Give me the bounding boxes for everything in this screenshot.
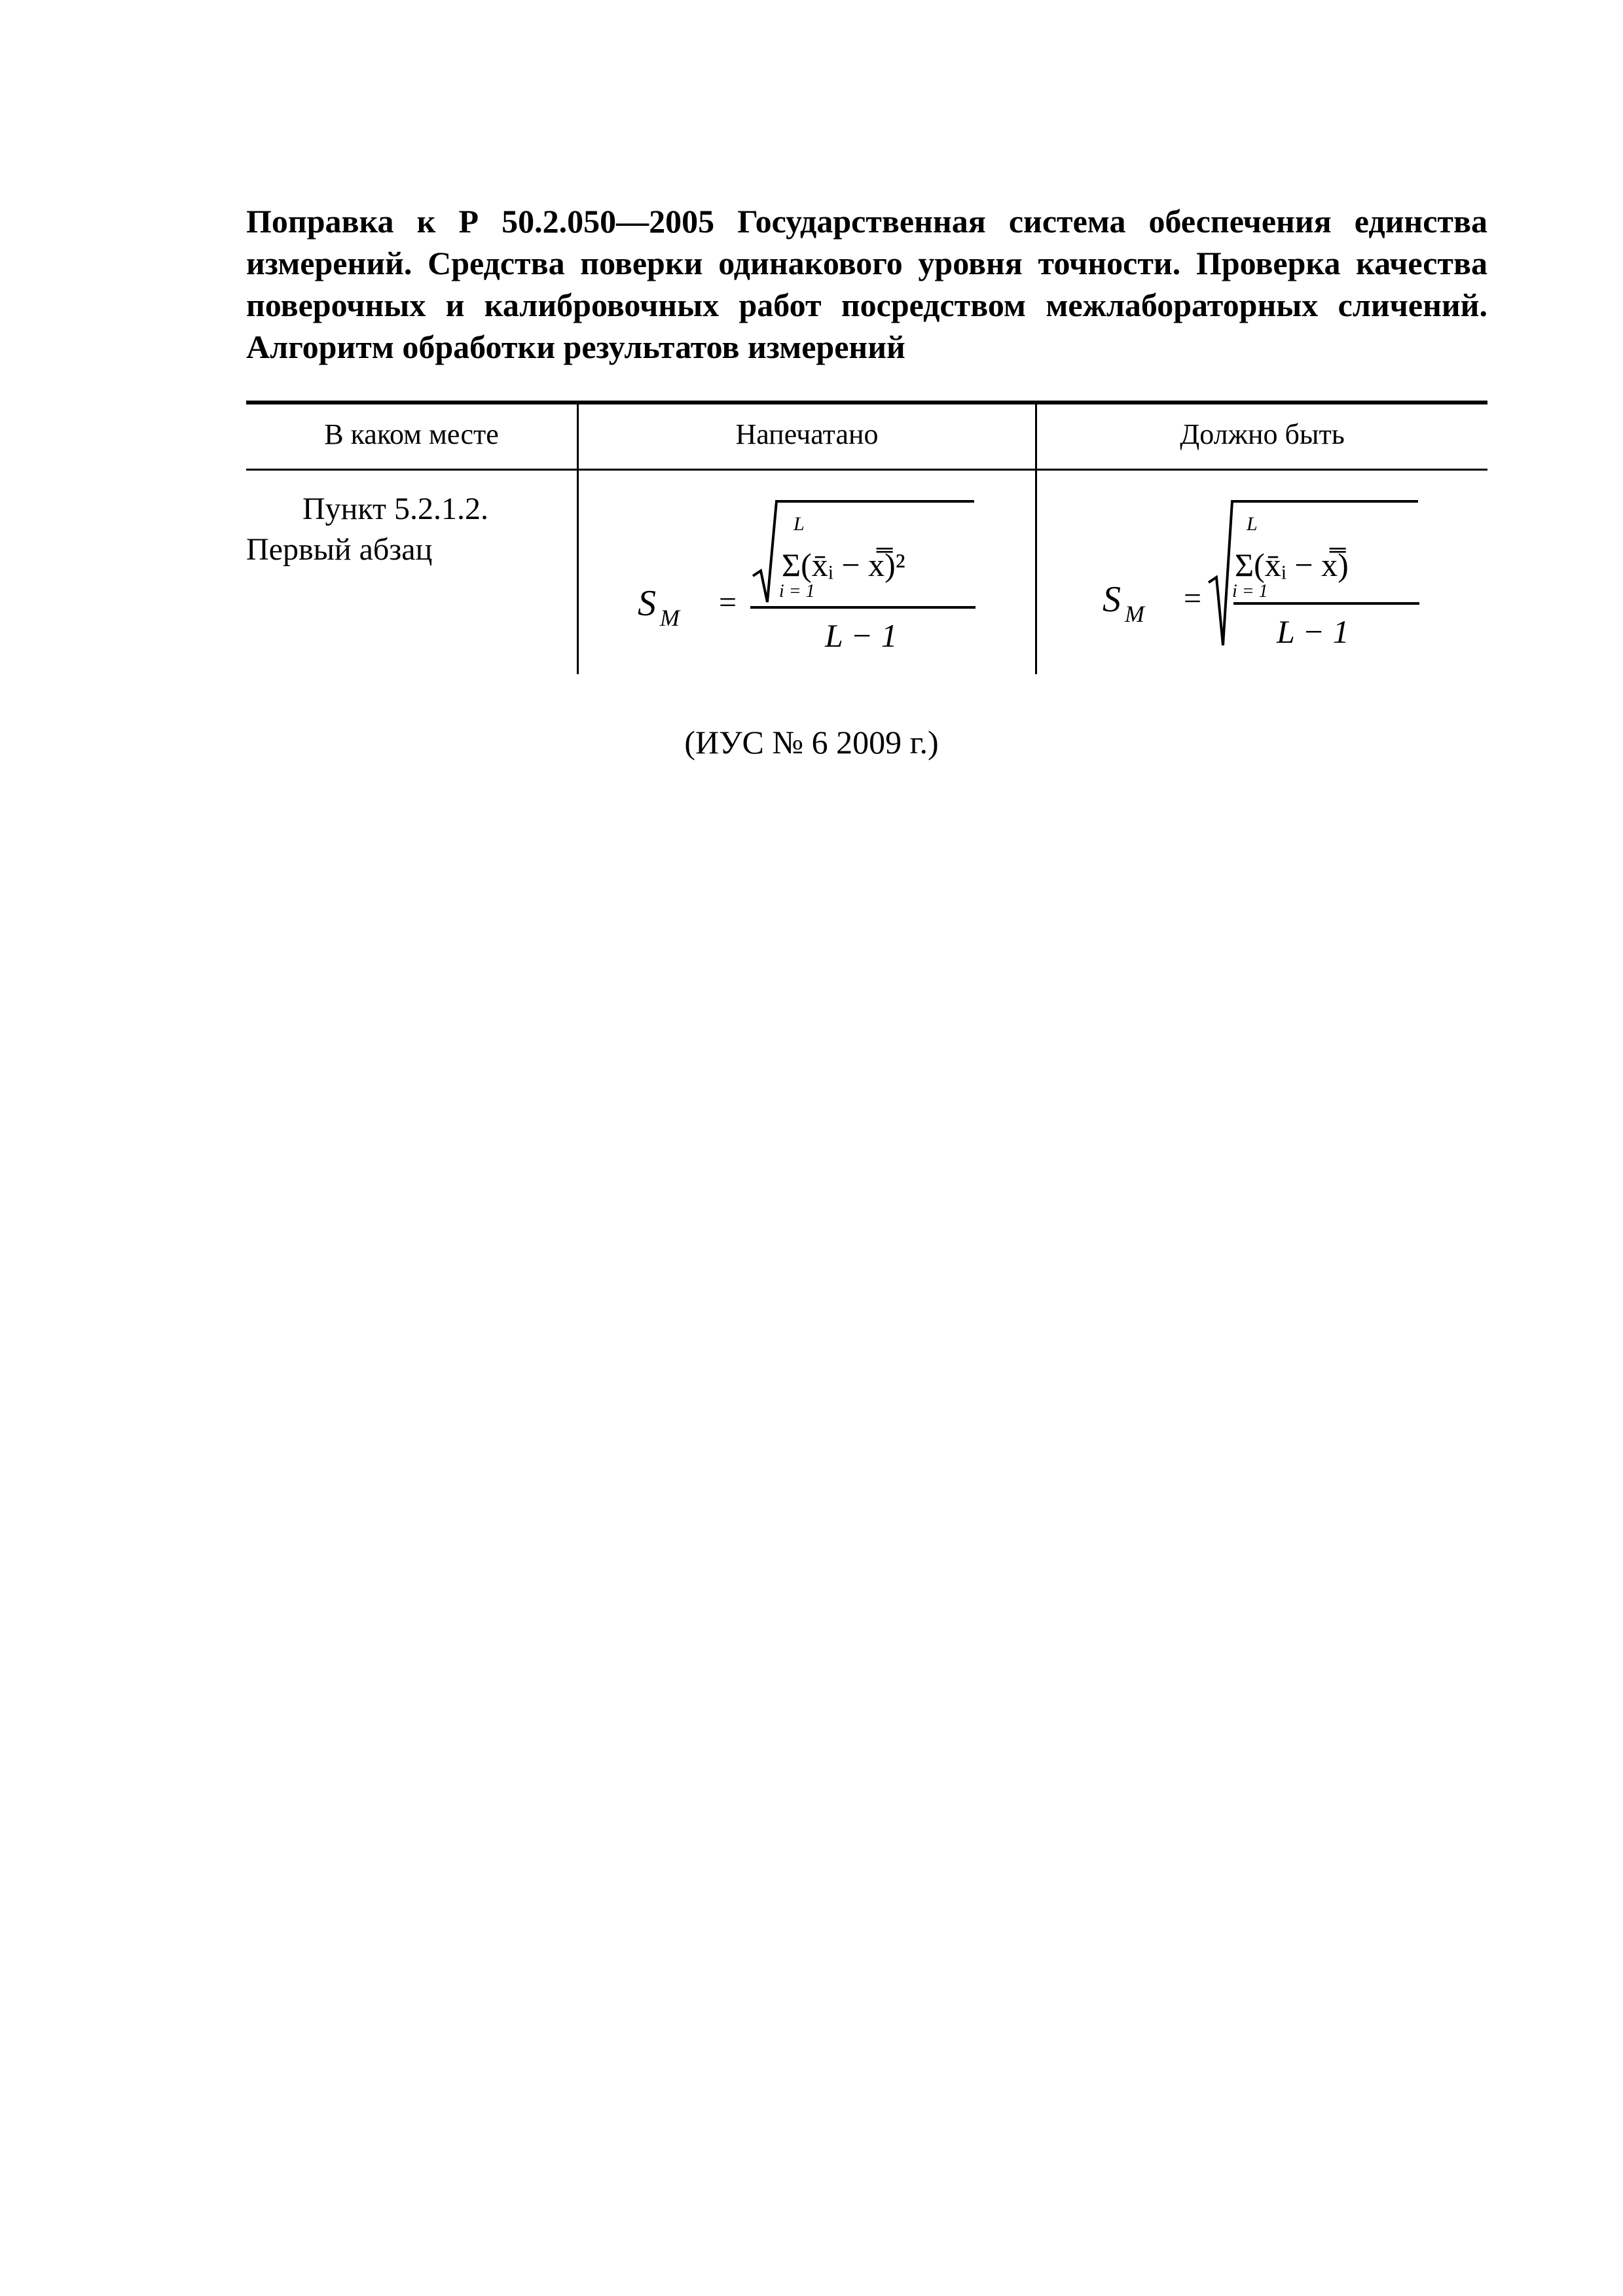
header-location: В каком месте	[324, 418, 499, 450]
sum-upper-limit: L	[793, 513, 805, 535]
denominator: L − 1	[825, 617, 898, 654]
sum-lower-limit: i = 1	[779, 581, 815, 601]
formula-lhs-subscript: M	[1125, 601, 1144, 627]
formula-lhs-subscript: M	[660, 605, 680, 631]
formula-equals: =	[1184, 581, 1202, 616]
publication-reference: (ИУС № 6 2009 г.)	[684, 724, 939, 761]
formula-lhs: S	[1103, 579, 1121, 620]
printed-formula	[622, 484, 1041, 661]
formula-lhs: S	[638, 583, 656, 624]
correct-formula	[1087, 484, 1506, 661]
location-clause: Пункт 5.2.1.2.	[302, 492, 489, 526]
table-top-rule	[246, 401, 1487, 404]
sum-expression: Σ(x̄ᵢ − x̿)²	[782, 547, 905, 583]
location-paragraph: Первый абзац	[246, 532, 433, 567]
document-title: Поправка к Р 50.2.050—2005 Государственная система обеспечения единства измерений. Средства поверки одинакового уровня точности. Проверка качества поверочных и калибровочных работ посредством межлабораторных сличений. Алгоритм обработки результатов измерений	[246, 203, 1487, 365]
formula-equals: =	[719, 585, 737, 620]
sum-upper-limit: L	[1247, 513, 1258, 535]
sum-lower-limit: i = 1	[1232, 581, 1268, 601]
table-header-rule	[246, 469, 1487, 471]
header-should-be: Должно быть	[1180, 418, 1345, 450]
header-printed: Напечатано	[735, 418, 879, 450]
denominator: L − 1	[1277, 613, 1349, 650]
sum-expression: Σ(x̄ᵢ − x̿)	[1235, 547, 1349, 583]
